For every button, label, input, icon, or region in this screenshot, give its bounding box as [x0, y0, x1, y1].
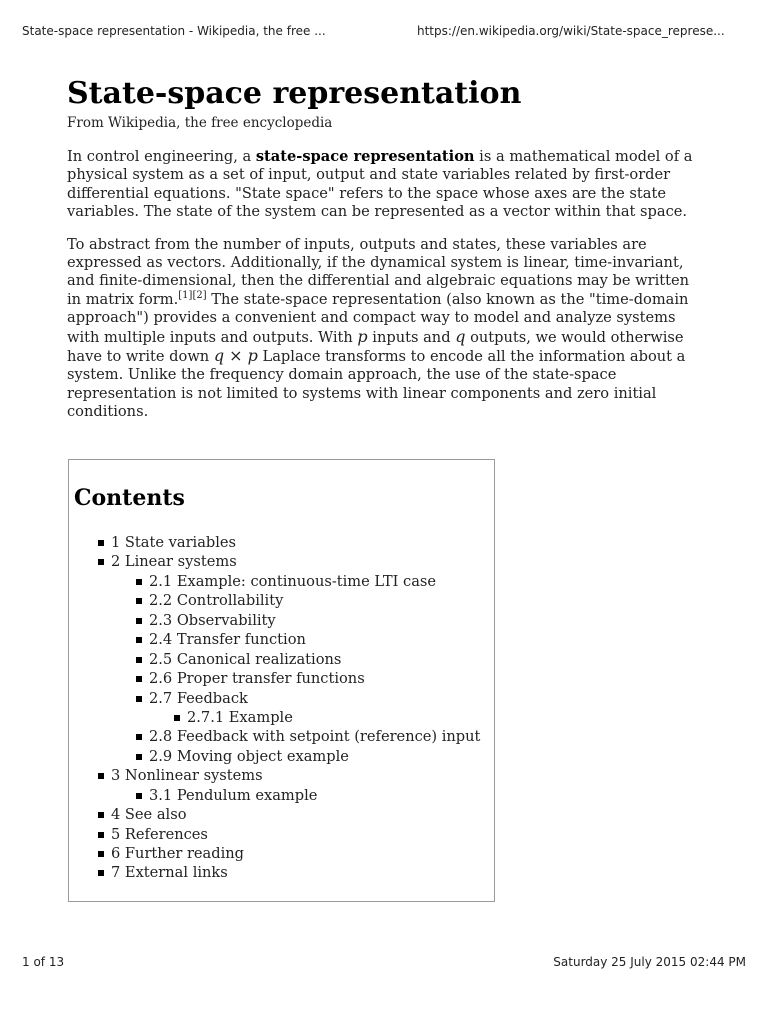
- math-symbol-q: q: [455, 326, 466, 346]
- print-page-url: https://en.wikipedia.org/wiki/State-space_represe...: [417, 24, 725, 38]
- p2-text-3: inputs and: [367, 328, 456, 346]
- toc-item[interactable]: 2.7 Feedback: [69, 689, 494, 708]
- toc-item[interactable]: 2.2 Controllability: [69, 591, 494, 610]
- p1-text-before: In control engineering, a: [67, 148, 256, 165]
- toc-item[interactable]: 3 Nonlinear systems: [69, 766, 494, 785]
- toc-item[interactable]: 3.1 Pendulum example: [69, 786, 494, 805]
- p2-text-4: outputs, we would otherwise have to write down: [67, 328, 684, 366]
- p1-text-after: is a mathematical model of a physical system as a set of input, output and state variables related by first-order differential equations. "State space" refers to the space whose axes are the state variables. The state of the system can be represented as a vector within that space.: [67, 148, 693, 221]
- citation-link-1[interactable]: [1]: [178, 289, 193, 301]
- toc-item[interactable]: 2.1 Example: continuous-time LTI case: [69, 572, 494, 591]
- toc-item[interactable]: 2.7.1 Example: [69, 708, 494, 727]
- toc-item[interactable]: 2.8 Feedback with setpoint (reference) input: [69, 727, 494, 746]
- article-title: State-space representation: [67, 76, 522, 111]
- page-number: 1 of 13: [22, 955, 65, 969]
- print-header: [22, 24, 746, 40]
- intro-paragraph-1: [67, 148, 707, 222]
- toc-item[interactable]: 2.4 Transfer function: [69, 630, 494, 649]
- citation-link-2[interactable]: [2]: [192, 289, 207, 301]
- p2-text-1: To abstract from the number of inputs, outputs and states, these variables are expressed as vectors. Additionally, if the dynamical system is linear, time-invariant, and finite-dimensional, then the differential and algebraic equations may be written in matrix form.: [67, 235, 690, 308]
- toc-title: Contents: [74, 485, 185, 511]
- toc-item[interactable]: 2 Linear systems: [69, 552, 494, 571]
- toc-item[interactable]: 2.3 Observability: [69, 611, 494, 630]
- article-subtitle: From Wikipedia, the free encyclopedia: [67, 115, 333, 131]
- math-expression-q-times-p: q × p: [213, 346, 258, 366]
- p1-bold-term: state-space representation: [255, 148, 475, 165]
- toc-item[interactable]: 1 State variables: [69, 533, 494, 552]
- math-symbol-p: p: [357, 326, 368, 346]
- toc-list: [69, 533, 494, 883]
- table-of-contents: [68, 459, 495, 902]
- toc-item[interactable]: 4 See also: [69, 805, 494, 824]
- p2-text-5: Laplace transforms to encode all the information about a system. Unlike the frequency domain approach, the use of the state-space representation is not limited to systems with linear components and zero initial conditions.: [67, 348, 686, 421]
- toc-item[interactable]: 7 External links: [69, 863, 494, 882]
- toc-item[interactable]: 2.5 Canonical realizations: [69, 650, 494, 669]
- article-content: [67, 76, 707, 422]
- p2-text-2: The state-space representation (also known as the "time-domain approach") provides a convenient and compact way to model and analyze systems with multiple inputs and outputs. With: [67, 290, 689, 346]
- print-footer: [22, 955, 746, 971]
- intro-paragraph-2: [67, 236, 707, 422]
- toc-item[interactable]: 2.6 Proper transfer functions: [69, 669, 494, 688]
- print-page-title: State-space representation - Wikipedia, the free ...: [22, 24, 326, 38]
- print-date: Saturday 25 July 2015 02:44 PM: [553, 955, 746, 969]
- toc-item[interactable]: 2.9 Moving object example: [69, 747, 494, 766]
- toc-item[interactable]: 6 Further reading: [69, 844, 494, 863]
- toc-item[interactable]: 5 References: [69, 825, 494, 844]
